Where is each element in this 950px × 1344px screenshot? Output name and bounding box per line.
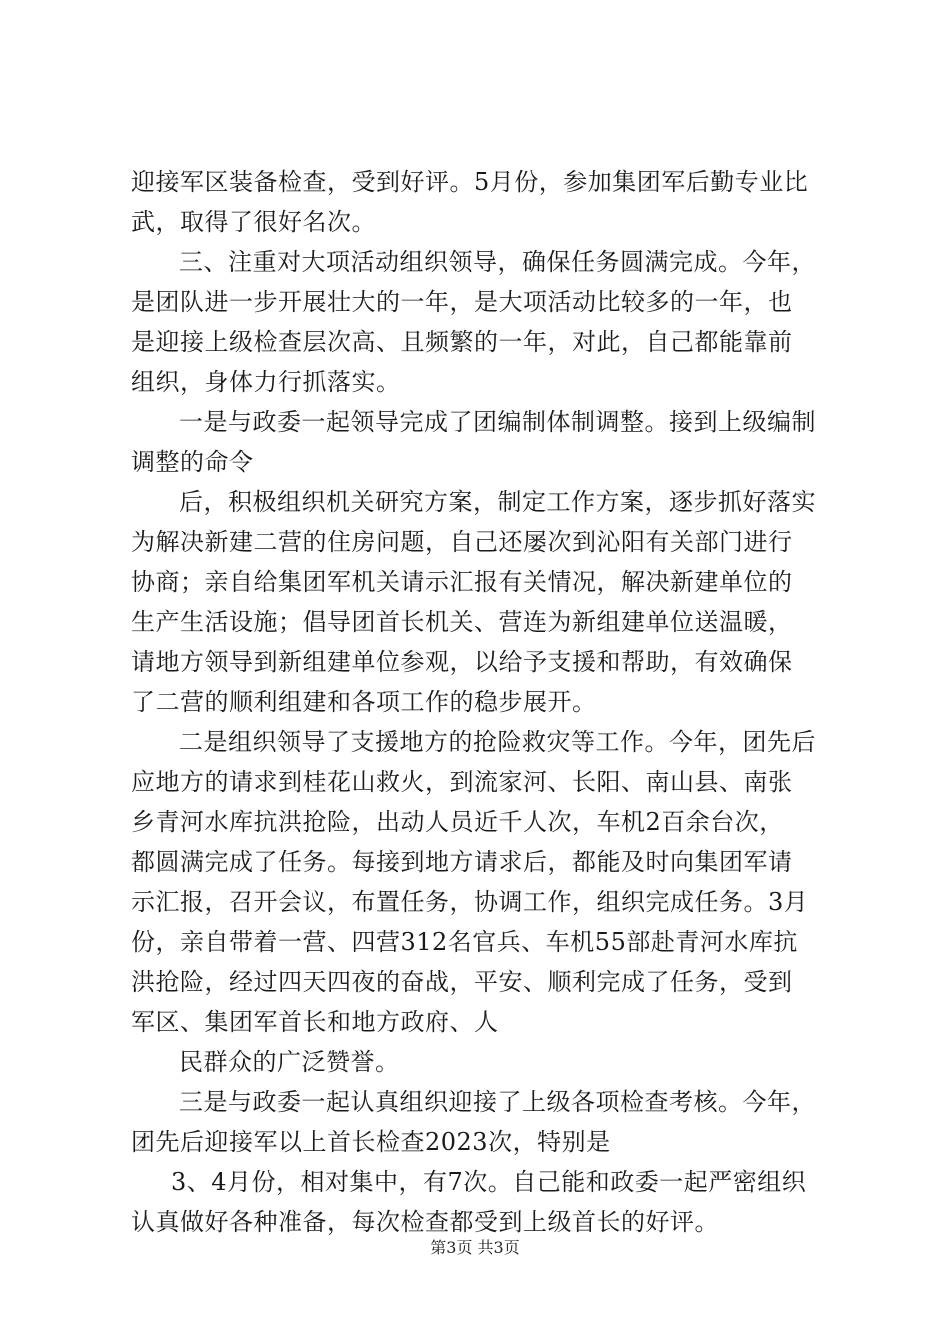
page-number-label: 第3页 共3页 — [430, 1238, 520, 1257]
text-line: 为解决新建二营的住房问题，自己还屡次到沁阳有关部门进行 — [131, 528, 793, 556]
text-line: 了二营的顺利组建和各项工作的稳步展开。 — [131, 688, 597, 716]
text-line: 军区、集团军首长和地方政府、人 — [131, 1008, 499, 1036]
text-line: 3、4月份，相对集中，有7次。自己能和政委一起严密组织 — [171, 1168, 807, 1196]
text-line: 迎接军区装备检查，受到好评。5月份，参加集团军后勤专业比 — [131, 168, 809, 196]
text-line: 应地方的请求到桂花山救火，到流家河、长阳、南山县、南张 — [131, 768, 793, 796]
text-line: 民群众的广泛赞誉。 — [179, 1048, 400, 1076]
text-line: 三是与政委一起认真组织迎接了上级各项检查考核。今年， — [179, 1088, 816, 1116]
text-line: 三、注重对大项活动组织领导，确保任务圆满完成。今年， — [179, 248, 816, 276]
text-line: 认真做好各种准备，每次检查都受到上级首长的好评。 — [131, 1208, 719, 1236]
text-line: 后，积极组织机关研究方案，制定工作方案，逐步抓好落实 — [179, 488, 816, 516]
text-line: 组织，身体力行抓落实。 — [131, 368, 401, 396]
text-line: 份，亲自带着一营、四营312名官兵、车机55部赴青河水库抗 — [131, 928, 798, 956]
text-line: 协商；亲自给集团军机关请示汇报有关情况，解决新建单位的 — [131, 568, 793, 596]
text-line: 是迎接上级检查层次高、且频繁的一年，对此，自己都能靠前 — [131, 328, 793, 356]
text-line: 乡青河水库抗洪抢险，出动人员近千人次，车机2百余台次， — [131, 808, 784, 836]
text-line: 调整的命令 — [131, 448, 254, 476]
text-line: 是团队进一步开展壮大的一年，是大项活动比较多的一年，也 — [131, 288, 793, 316]
text-line: 团先后迎接军以上首长检查2023次，特别是 — [131, 1128, 611, 1156]
page-footer — [0, 1238, 950, 1258]
text-line: 请地方领导到新组建单位参观，以给予支援和帮助，有效确保 — [131, 648, 793, 676]
text-line: 生产生活设施；倡导团首长机关、营连为新组建单位送温暖， — [131, 608, 793, 636]
document-body — [131, 162, 851, 1242]
text-line: 二是组织领导了支援地方的抢险救灾等工作。今年，团先后 — [179, 728, 816, 756]
text-line: 洪抢险，经过四天四夜的奋战，平安、顺利完成了任务，受到 — [131, 968, 793, 996]
text-line: 一是与政委一起领导完成了团编制体制调整。接到上级编制 — [179, 408, 816, 436]
text-line: 武，取得了很好名次。 — [131, 208, 376, 236]
text-line: 示汇报，召开会议，布置任务，协调工作，组织完成任务。3月 — [131, 888, 809, 916]
text-line: 都圆满完成了任务。每接到地方请求后，都能及时向集团军请 — [131, 848, 793, 876]
